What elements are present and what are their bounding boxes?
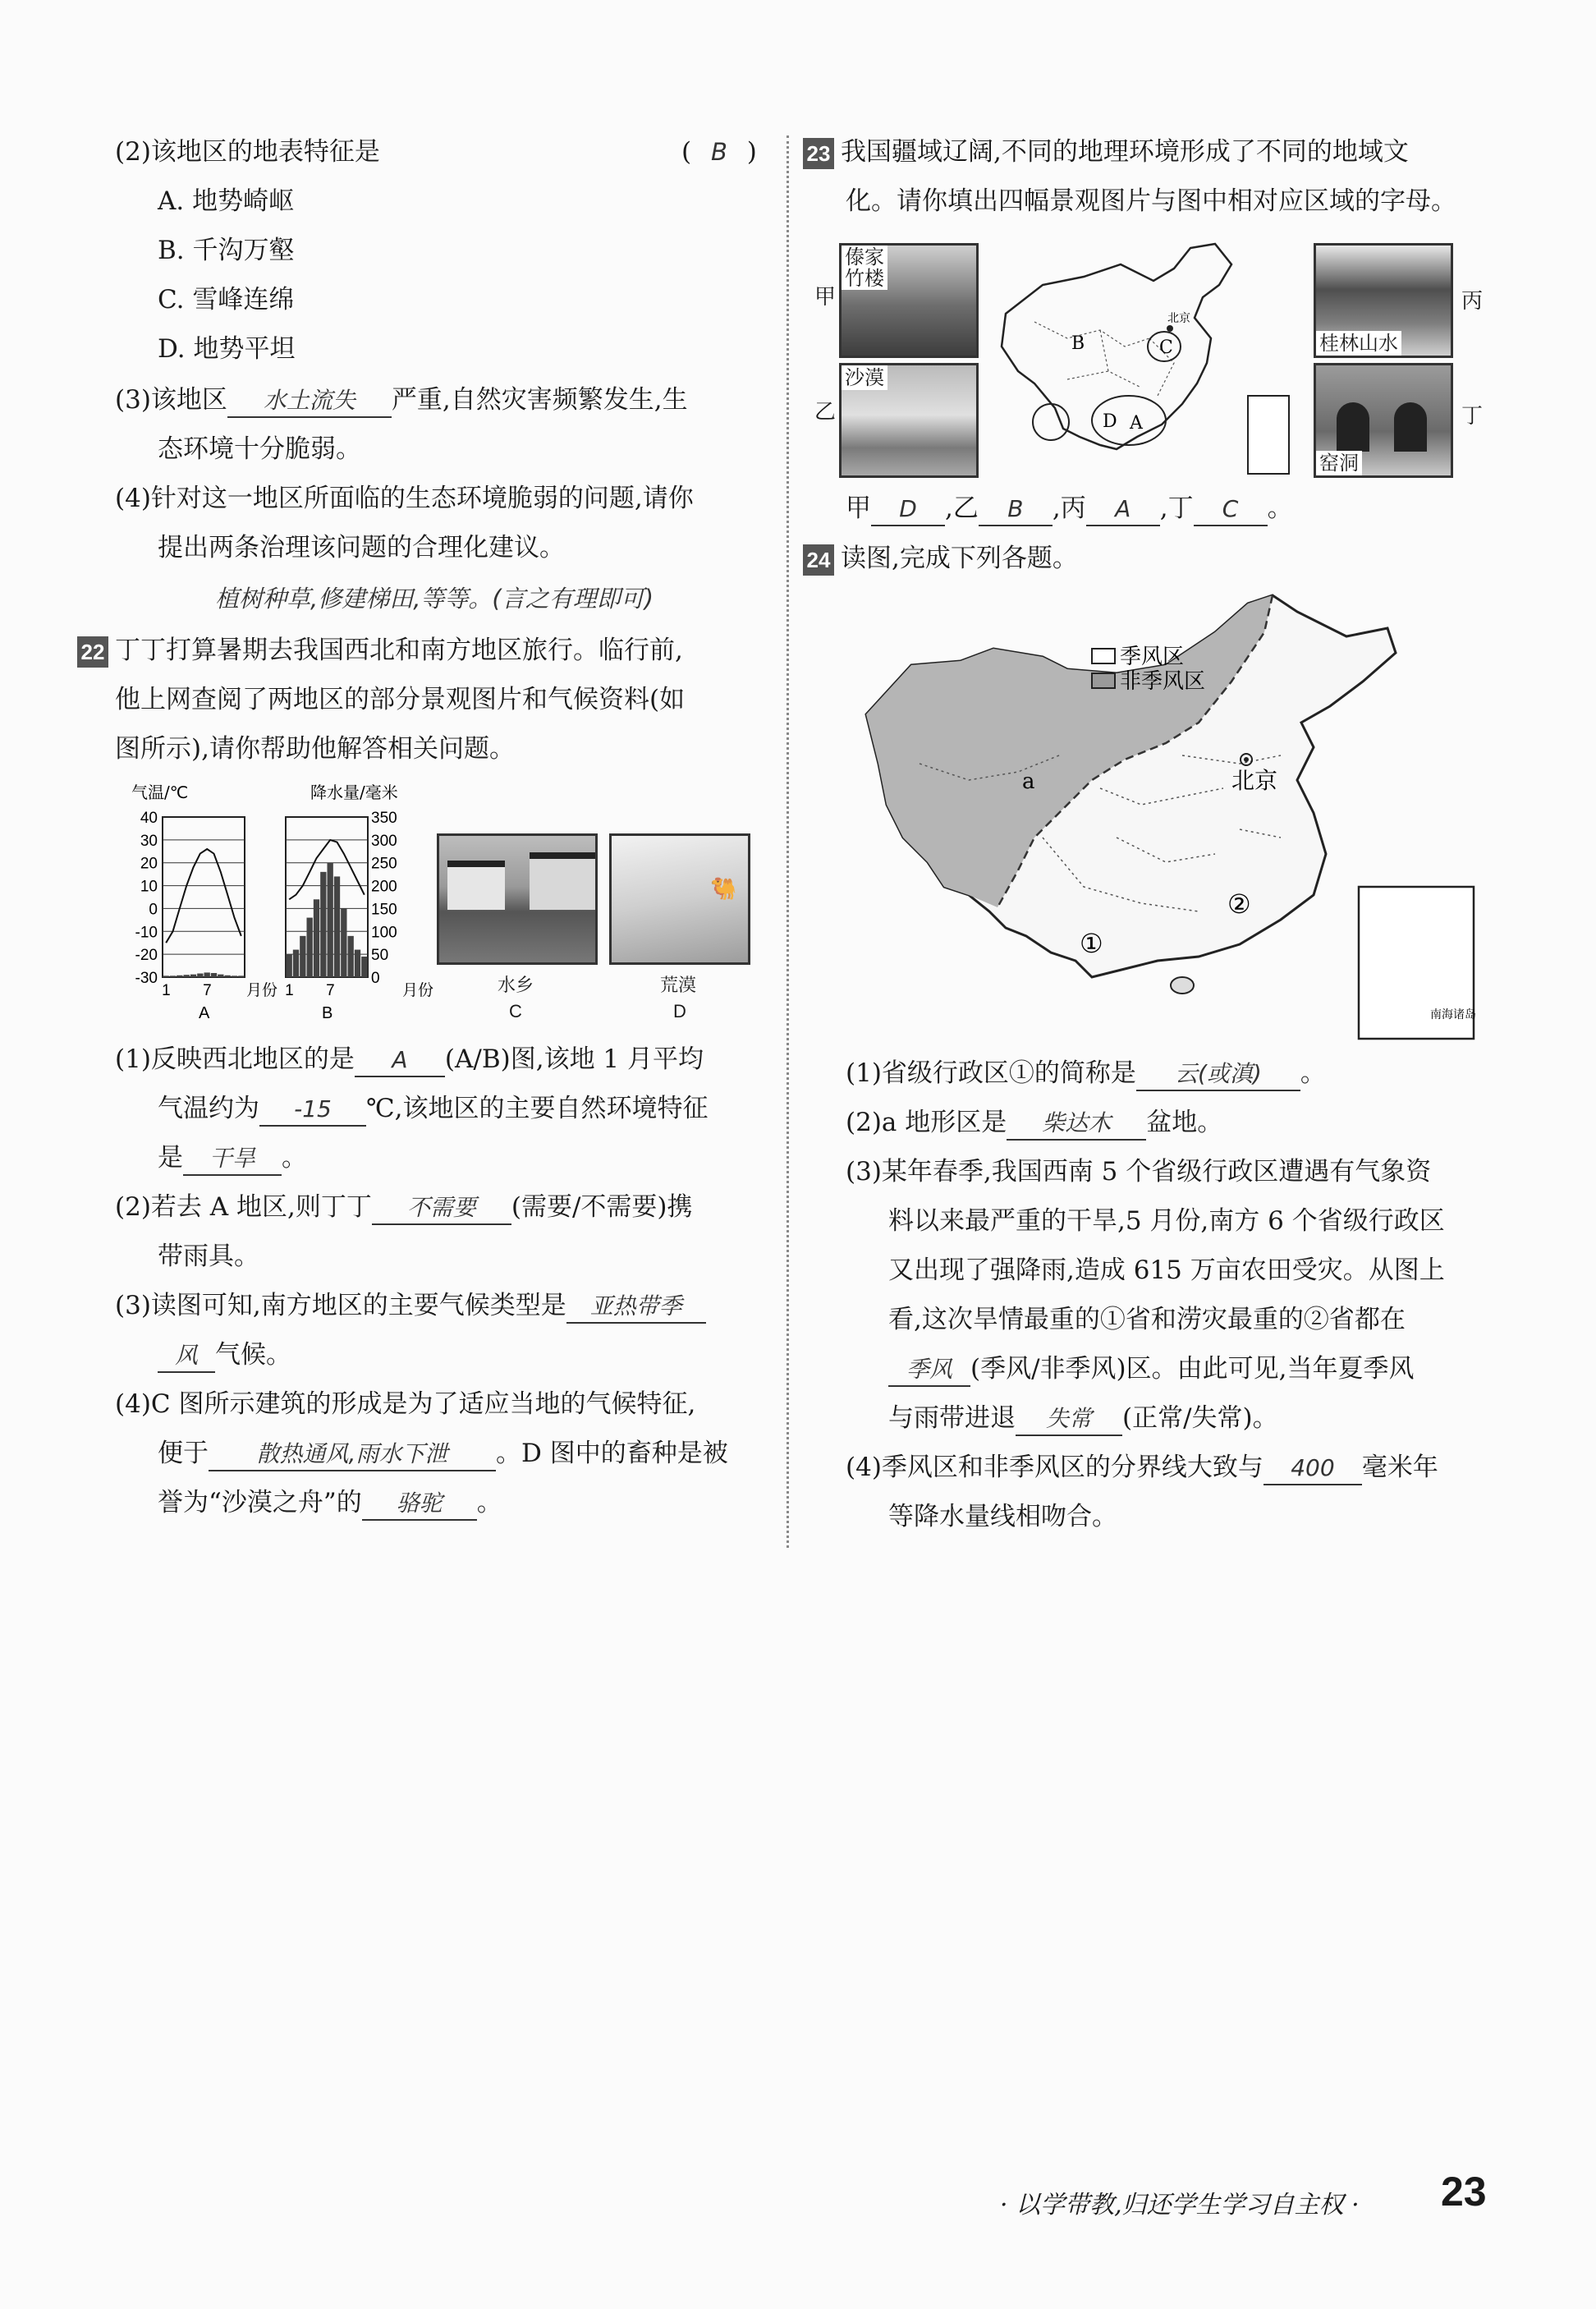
q21-4-line2: 提出两条治理该问题的合理化建议。 [158, 533, 565, 562]
label-yi: 乙 [814, 400, 837, 425]
precip-bar [163, 975, 169, 977]
precip-bar [190, 975, 196, 977]
precip-bar [211, 973, 217, 977]
q24-intro: 24 读图,完成下列各题。 [803, 540, 1078, 576]
precip-bar [320, 872, 326, 977]
y-tick-label: 300 [371, 832, 397, 850]
y-tick-label: 0 [149, 901, 158, 919]
map-label-beijing: 北京 [1167, 312, 1190, 325]
y-tick-label: 100 [371, 924, 397, 942]
q22-intro-2: 他上网查阅了两地区的部分景观图片和气候资料(如 [115, 685, 686, 714]
answer-blank: 柴达木 [1007, 1108, 1146, 1141]
precip-bar [300, 936, 305, 977]
y-tick-label: -10 [135, 924, 158, 942]
q24-4-line2: 等降水量线相吻合。 [888, 1502, 1117, 1531]
answer-blank: A [1086, 493, 1160, 526]
china-regions-map [985, 240, 1310, 483]
x-tick-label: 1 [285, 982, 294, 999]
answer-blank: 不需要 [372, 1192, 511, 1225]
legend-non-monsoon-label: 非季风区 [1120, 669, 1206, 694]
y-tick-label: 50 [371, 947, 389, 965]
page-number: 23 [1441, 2169, 1487, 2215]
question-number: 23 [803, 138, 834, 169]
answer-blank: -15 [259, 1094, 366, 1127]
q21-2-stem: (2)该地区的地表特征是 [115, 137, 380, 167]
q22-2-line1: (2)若去 A 地区,则丁丁 不需要 (需要/不需要)携 [115, 1189, 693, 1225]
answer-blank: C [1194, 493, 1268, 526]
inset-label: 南海诸岛 [1430, 1008, 1476, 1021]
answer-blank: 亚热带季 [566, 1291, 706, 1324]
chart-frame [163, 817, 245, 977]
q22-3-line1: (3)读图可知,南方地区的主要气候类型是 亚热带季 [115, 1288, 706, 1324]
answer-blank: 400 [1264, 1453, 1362, 1485]
precip-bar [197, 974, 203, 977]
house-shape [447, 861, 505, 910]
q24-3-line2: 料以来最严重的干旱,5 月份,南方 6 个省级行政区 [888, 1206, 1445, 1236]
q24-4-line1: (4)季风区和非季风区的分界线大致与 400 毫米年 [846, 1449, 1438, 1485]
precip-bar [238, 975, 244, 977]
label-jia: 甲 [814, 285, 837, 310]
map-label-d: D [1103, 411, 1117, 432]
map-label-b: B [1071, 333, 1085, 354]
precip-bar [334, 876, 340, 977]
precip-bar [328, 863, 333, 977]
q24-3-line6: 与雨带进退 失常 (正常/失常)。 [888, 1400, 1278, 1436]
precip-bar [170, 975, 176, 977]
precip-axis-title: 降水量/毫米 [310, 783, 398, 802]
answer-blank: 骆驼 [362, 1488, 477, 1521]
x-tick-label: 7 [203, 982, 212, 999]
legend-non-monsoon-swatch [1092, 673, 1115, 688]
photo-caption: 桂林山水 [1316, 331, 1401, 356]
page-motto: · 以学带教,归还学生学习自主权 · [1000, 2191, 1360, 2219]
q24-2: (2)a 地形区是 柴达木 盆地。 [846, 1104, 1222, 1141]
x-tick-label: 1 [162, 982, 171, 999]
answer-blank: 散热通风,雨水下泄 [209, 1439, 496, 1471]
photo-caption: 沙漠 [842, 365, 887, 390]
q22-1-line1: (1)反映西北地区的是 A (A/B)图,该地 1 月平均 [115, 1041, 704, 1077]
hainan-island [1171, 977, 1194, 994]
q22-intro-3: 图所示),请你帮助他解答相关问题。 [115, 734, 515, 764]
cave-arch [1337, 402, 1369, 452]
precip-bar [341, 908, 346, 977]
camel-icon: 🐫 [710, 877, 737, 902]
q24-3-line3: 又出现了强降雨,造成 615 万亩农田受灾。从图上 [888, 1255, 1445, 1285]
precip-bar [287, 954, 292, 977]
precip-bar [225, 975, 231, 977]
answer-blank: 云(或滇) [1136, 1058, 1300, 1091]
chart-caption: B [322, 1004, 333, 1022]
caption-c-name: 水乡 [498, 975, 534, 995]
q22-4-line3: 誉为“沙漠之舟”的 骆驼 。 [158, 1485, 502, 1521]
question-number: 24 [803, 544, 834, 576]
photo-caption: 窑洞 [1316, 451, 1362, 475]
beijing-marker [1167, 325, 1173, 332]
water-town-photo [437, 833, 598, 965]
precip-bar [177, 975, 182, 977]
monsoon-map [854, 591, 1494, 1043]
caption-d: D [673, 1001, 686, 1021]
q24-1: (1)省级行政区①的简称是 云(或滇) 。 [846, 1055, 1326, 1091]
precip-bar [348, 936, 354, 977]
q22-4-line2: 便于 散热通风,雨水下泄 。D 图中的畜种是被 [158, 1435, 728, 1471]
option-a: A. 地势崎岖 [158, 186, 295, 216]
temperature-line [289, 840, 365, 899]
x-axis-title: 月份 [246, 981, 278, 999]
cave-arch [1394, 402, 1427, 452]
legend-monsoon-swatch [1092, 649, 1115, 663]
q21-4-line1: (4)针对这一地区所面临的生态环境脆弱的问题,请你 [115, 484, 694, 513]
climate-charts [123, 780, 443, 1026]
y-tick-label: 30 [140, 832, 158, 850]
map-label-c: C [1159, 337, 1173, 358]
y-tick-label: 20 [140, 855, 158, 873]
option-c: C. 雪峰连绵 [158, 285, 295, 314]
answer-blank: 干旱 [183, 1143, 282, 1176]
house-shape [530, 852, 595, 910]
precip-bar [218, 975, 223, 977]
q23-answer-line: 甲 D ,乙 B ,丙 A ,丁 C 。 [846, 490, 1293, 526]
caption-d-name: 荒漠 [660, 975, 697, 995]
y-tick-label: 350 [371, 810, 397, 827]
caption-c: C [509, 1001, 522, 1021]
precip-bar [307, 918, 313, 977]
q24-3-line5: 季风 (季风/非季风)区。由此可见,当年夏季风 [888, 1351, 1415, 1387]
precip-bar [184, 975, 190, 977]
precip-bar [232, 975, 237, 977]
answer-blank: D [871, 493, 945, 526]
y-tick-label: -20 [135, 947, 158, 965]
temp-axis-title: 气温/℃ [131, 783, 189, 802]
q21-3-line2: 态环境十分脆弱。 [158, 434, 361, 464]
photo-caption: 傣家 竹楼 [842, 246, 887, 290]
q23-intro-2: 化。请你填出四幅景观图片与图中相对应区域的字母。 [846, 186, 1456, 216]
option-d: D. 地势平坦 [158, 334, 296, 364]
option-b: B. 千沟万壑 [158, 236, 295, 265]
q24-3-line4: 看,这次旱情最重的①省和涝灾最重的②省都在 [888, 1305, 1406, 1334]
guilin-landscape-photo [1314, 243, 1453, 358]
desert-photo [609, 833, 750, 965]
answer-blank: 风 [158, 1340, 215, 1373]
q21-2-answer: ( B ) [681, 137, 757, 167]
q21-3: (3)该地区 水土流失 严重,自然灾害频繁发生,生 [115, 382, 688, 418]
answer-blank: 季风 [888, 1354, 970, 1387]
map-label-one: ① [1080, 928, 1103, 959]
answer-text: B [710, 138, 727, 166]
chart-caption: A [199, 1004, 210, 1022]
q21-4-answer: 植树种草,修建梯田,等等。(言之有理即可) [215, 585, 654, 613]
y-tick-label: 200 [371, 878, 397, 896]
q23-intro-1: 23 我国疆域辽阔,不同的地理环境形成了不同的地域文 [803, 134, 1409, 170]
y-tick-label: 10 [140, 878, 158, 896]
map-label-beijing: 北京 [1231, 767, 1278, 794]
y-tick-label: 150 [371, 901, 397, 919]
x-axis-title: 月份 [402, 981, 434, 999]
precip-bar [361, 957, 367, 977]
y-tick-label: 0 [371, 970, 380, 987]
label-bing: 丙 [1461, 289, 1484, 314]
q22-4-line1: (4)C 图所示建筑的形成是为了适应当地的气候特征, [115, 1389, 696, 1419]
desert-landscape-photo [839, 363, 979, 478]
legend-monsoon-label: 季风区 [1120, 645, 1185, 669]
map-label-a: A [1130, 413, 1143, 434]
y-tick-label: 250 [371, 855, 397, 873]
answer-blank: B [979, 493, 1053, 526]
map-label-a: a [1022, 769, 1035, 794]
x-tick-label: 7 [326, 982, 335, 999]
cave-dwelling-photo [1314, 363, 1453, 478]
precip-bar [314, 899, 319, 977]
q22-1-line2: 气温约为 -15 ℃,该地区的主要自然环境特征 [158, 1090, 709, 1127]
label-ding: 丁 [1461, 404, 1484, 429]
precip-bar [204, 972, 210, 977]
south-sea-inset [1248, 396, 1289, 474]
answer-blank: A [355, 1044, 445, 1077]
y-tick-label: -30 [135, 970, 158, 987]
q22-3-line2: 风 气候。 [158, 1337, 291, 1373]
answer-blank: 水土流失 [227, 385, 392, 418]
question-number: 22 [77, 636, 108, 668]
y-tick-label: 40 [140, 810, 158, 827]
q22-intro-1: 22 丁丁打算暑期去我国西北和南方地区旅行。临行前, [77, 632, 683, 668]
column-divider [787, 135, 789, 1548]
q24-3-line1: (3)某年春季,我国西南 5 个省级行政区遭遇有气象资 [846, 1157, 1432, 1187]
precip-bar [355, 950, 360, 977]
dai-bamboo-house-photo [839, 243, 979, 358]
map-label-two: ② [1227, 888, 1251, 920]
precip-bar [293, 950, 299, 977]
q22-2-line2: 带雨具。 [158, 1242, 259, 1271]
q22-1-line3: 是 干旱 。 [158, 1140, 307, 1176]
beijing-marker-dot [1244, 757, 1249, 762]
answer-blank: 失常 [1016, 1403, 1122, 1436]
